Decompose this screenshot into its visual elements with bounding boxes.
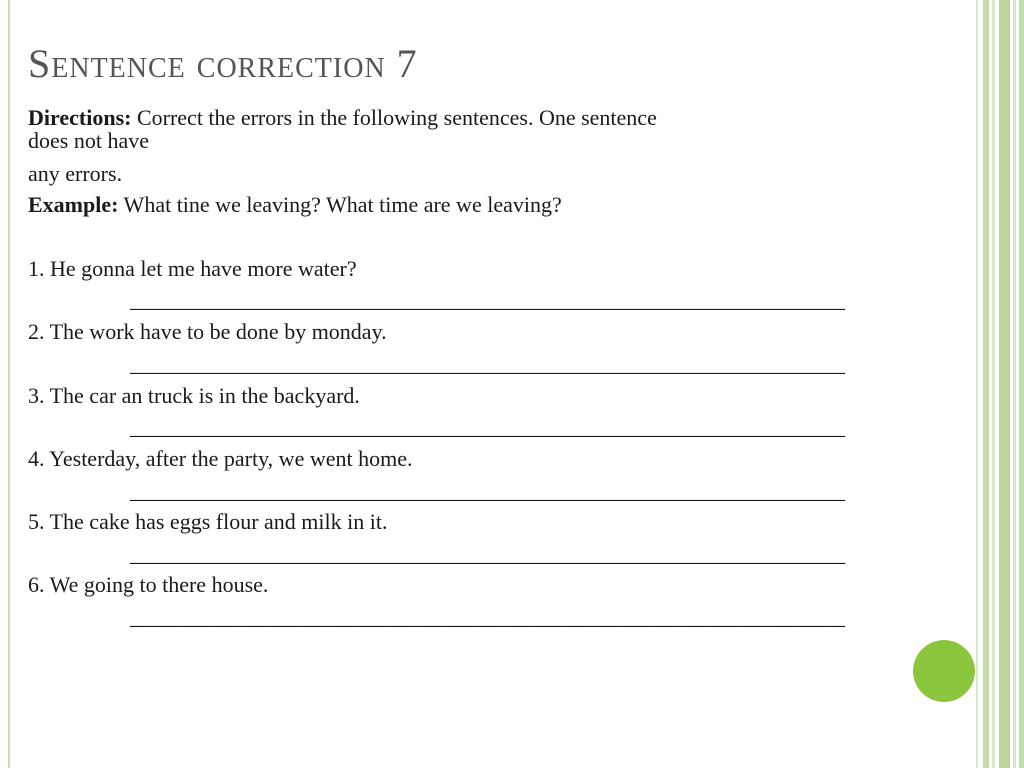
sentence-5: 5. The cake has eggs flour and milk in it. bbox=[28, 509, 388, 534]
right-stripe bbox=[1019, 0, 1024, 768]
example-label: Example: bbox=[28, 192, 119, 217]
answer-blank-3[interactable]: _________________________________________________________________ bbox=[130, 414, 845, 439]
answer-blank-6[interactable]: _________________________________________________________________ bbox=[130, 604, 845, 629]
sentence-4: 4. Yesterday, after the party, we went home. bbox=[28, 446, 413, 471]
sentence-3: 3. The car an truck is in the backyard. bbox=[28, 383, 360, 408]
right-stripe bbox=[992, 0, 995, 768]
answer-blank-1[interactable]: _________________________________________________________________ bbox=[130, 287, 845, 312]
right-stripe bbox=[983, 0, 989, 768]
right-stripe bbox=[999, 0, 1010, 768]
answer-blank-5[interactable]: _________________________________________________________________ bbox=[130, 541, 845, 566]
right-stripe bbox=[976, 0, 978, 768]
directions-line-3: any errors. bbox=[28, 161, 123, 186]
answer-blank-2[interactable]: _________________________________________________________________ bbox=[130, 351, 845, 376]
directions-label: Directions: bbox=[28, 105, 132, 130]
answer-blank-4[interactable]: _________________________________________________________________ bbox=[130, 478, 845, 503]
sentence-1: 1. He gonna let me have more water? bbox=[28, 256, 357, 281]
right-stripe bbox=[1013, 0, 1016, 768]
sentence-2: 2. The work have to be done by monday. bbox=[28, 319, 387, 344]
sentence-6: 6. We going to there house. bbox=[28, 572, 269, 597]
left-border-line bbox=[8, 0, 10, 768]
directions-line-1 bbox=[28, 106, 657, 130]
example-line bbox=[28, 193, 562, 217]
slide-title: Sentence correction 7 bbox=[28, 41, 418, 86]
example-text: What tine we leaving? What time are we leaving? bbox=[118, 192, 562, 217]
directions-text: Correct the errors in the following sentences. One sentence bbox=[131, 105, 657, 130]
directions-line-2: does not have bbox=[28, 128, 149, 153]
green-circle-decoration bbox=[913, 640, 975, 702]
